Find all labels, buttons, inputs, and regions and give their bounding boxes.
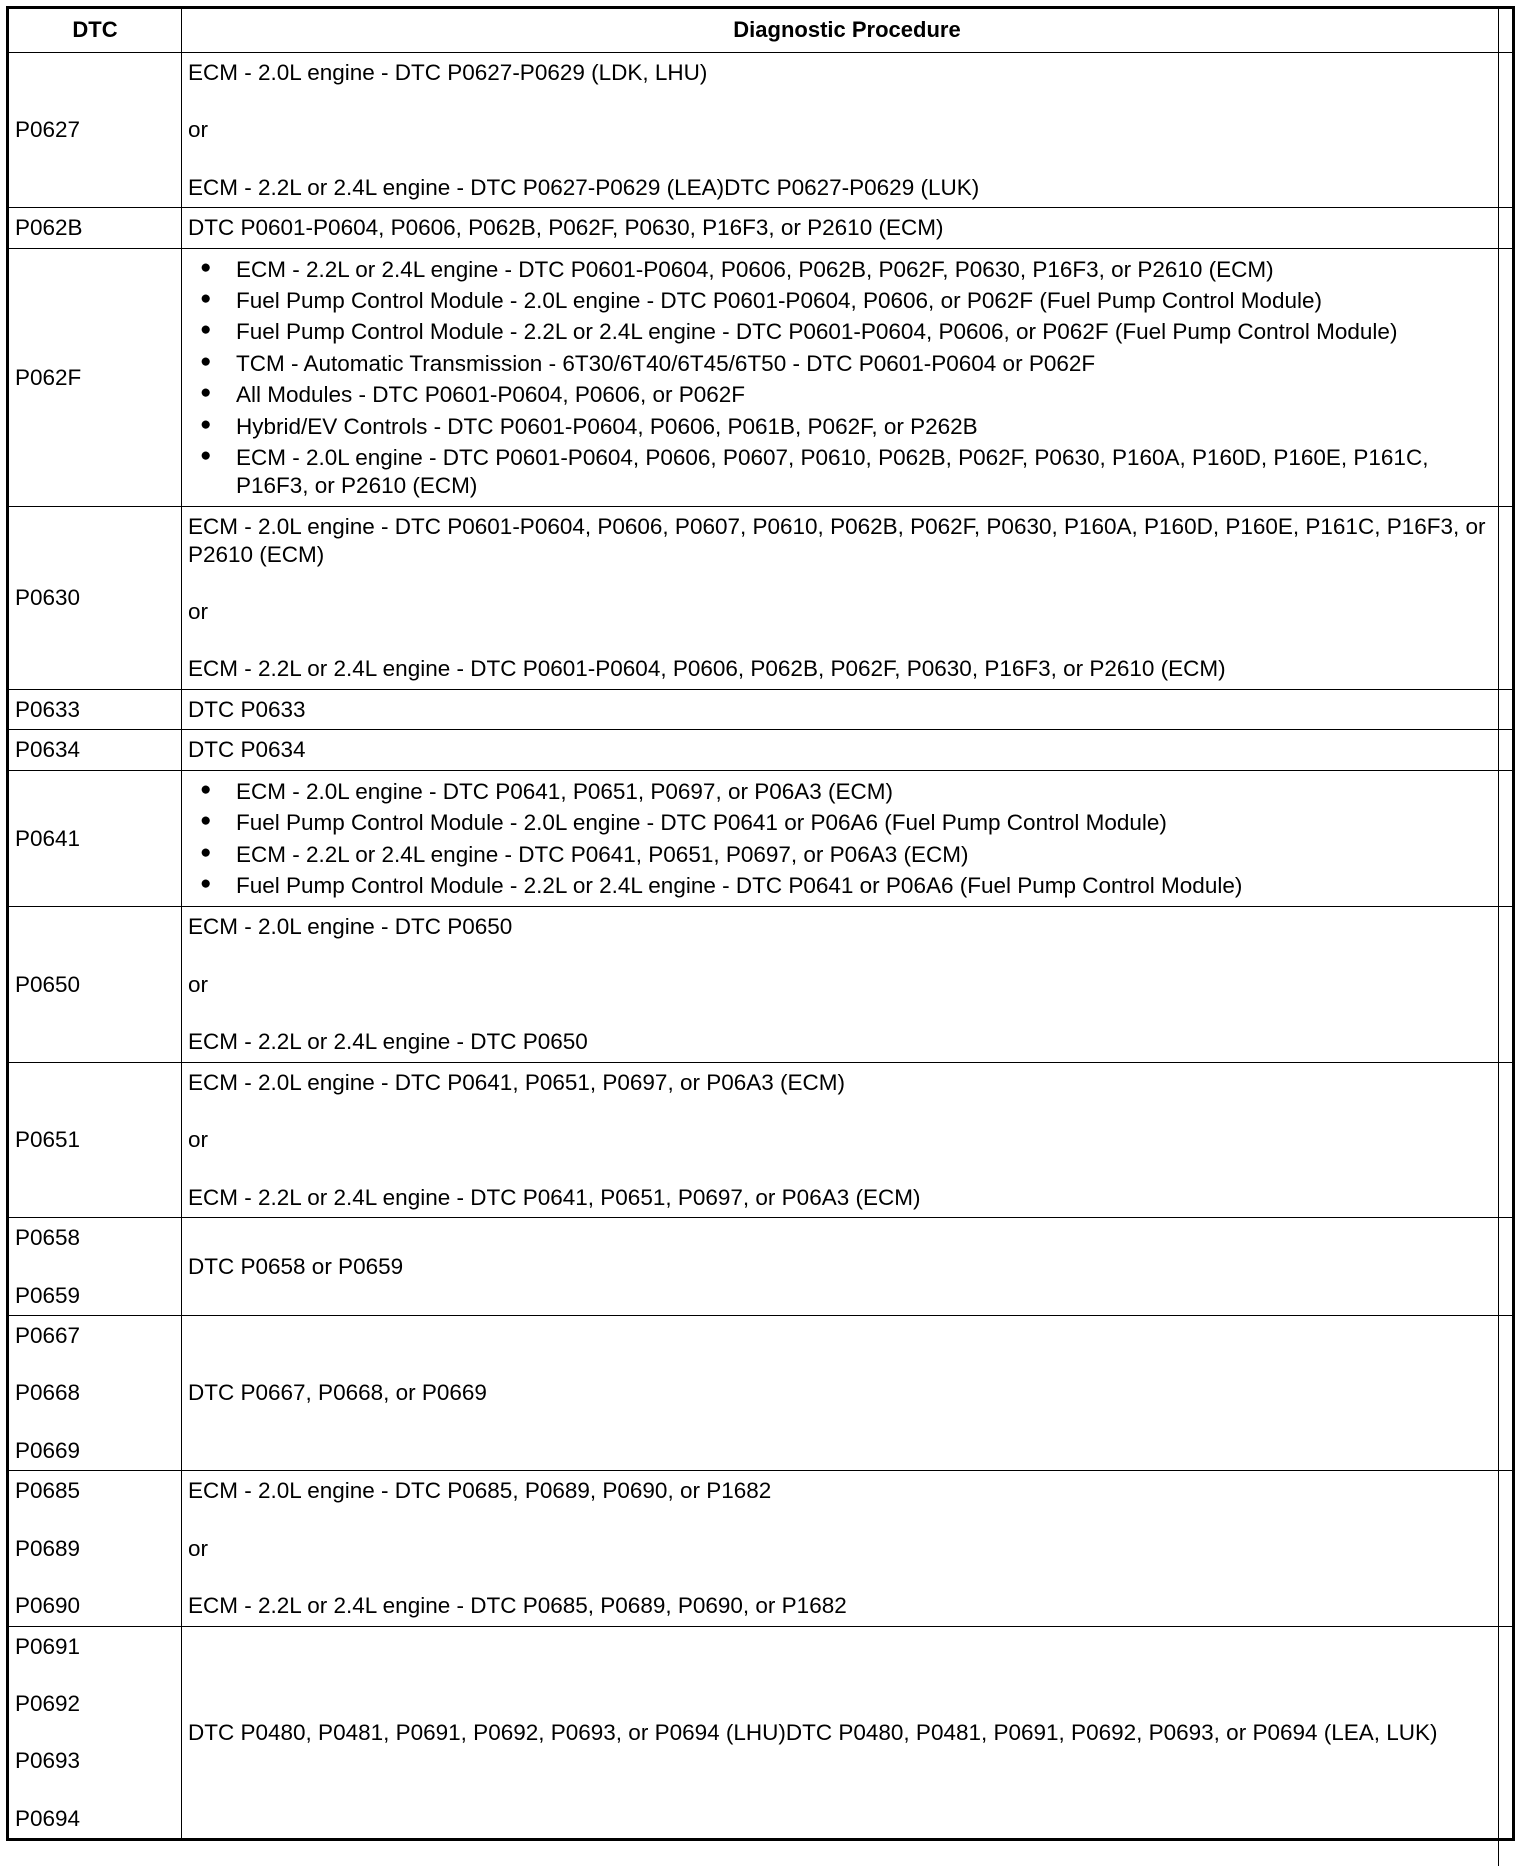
dtc-code: P0650 bbox=[15, 971, 81, 997]
dtc-cell bbox=[8, 1062, 182, 1217]
procedure-text: ECM - 2.2L or 2.4L engine - DTC P0601-P0604, P0606, P062B, P062F, P0630, P16F3, or P2610 (ECM) bbox=[188, 656, 1226, 682]
dtc-code: P0690 bbox=[15, 1593, 81, 1619]
procedure-cell bbox=[182, 1218, 1514, 1316]
procedure-bullet-item: ● ECM - 2.2L or 2.4L engine - DTC P0601-P0604, P0606, P062B, P062F, P0630, P16F3, or P2610 (ECM) bbox=[236, 256, 1498, 283]
dtc-cell bbox=[8, 689, 182, 729]
dtc-code: P0627 bbox=[15, 117, 81, 143]
table-row bbox=[8, 689, 1514, 729]
table-body bbox=[8, 52, 1514, 1840]
procedure-bullet-item: ● TCM - Automatic Transmission - 6T30/6T40/6T45/6T50 - DTC P0601-P0604 or P062F bbox=[236, 350, 1498, 377]
dtc-code: P0693 bbox=[15, 1748, 81, 1774]
procedure-or-separator: or bbox=[188, 598, 209, 624]
procedure-cell bbox=[182, 52, 1514, 207]
dtc-code: P0691 bbox=[15, 1633, 81, 1659]
procedure-cell bbox=[182, 248, 1514, 507]
dtc-cell bbox=[8, 1626, 182, 1840]
procedure-cell bbox=[182, 730, 1514, 770]
dtc-code: P0668 bbox=[15, 1380, 81, 1406]
procedure-or-separator: or bbox=[188, 971, 209, 997]
procedure-cell bbox=[182, 689, 1514, 729]
dtc-code: P0641 bbox=[15, 825, 81, 851]
dtc-cell bbox=[8, 1471, 182, 1626]
procedure-text: ECM - 2.0L engine - DTC P0641, P0651, P0697, or P06A3 (ECM) bbox=[188, 1069, 845, 1095]
table-row bbox=[8, 1315, 1514, 1470]
table-row bbox=[8, 1218, 1514, 1316]
procedure-text: ECM - 2.0L engine - DTC P0627-P0629 (LDK, LHU) bbox=[188, 59, 708, 85]
procedure-bullet-item: ● ECM - 2.0L engine - DTC P0641, P0651, P0697, or P06A3 (ECM) bbox=[236, 778, 1498, 805]
table-row bbox=[8, 1626, 1514, 1840]
dtc-cell bbox=[8, 52, 182, 207]
procedure-text: ECM - 2.2L or 2.4L engine - DTC P0685, P0689, P0690, or P1682 bbox=[188, 1593, 847, 1619]
dtc-code: P0634 bbox=[15, 737, 81, 763]
table-row bbox=[8, 248, 1514, 507]
dtc-code: P0669 bbox=[15, 1437, 81, 1463]
dtc-cell bbox=[8, 248, 182, 507]
dtc-code: P0685 bbox=[15, 1478, 81, 1504]
dtc-cell bbox=[8, 907, 182, 1062]
procedure-bullet-list bbox=[188, 256, 1498, 500]
procedure-text: DTC P0667, P0668, or P0669 bbox=[188, 1380, 487, 1406]
procedure-text: ECM - 2.0L engine - DTC P0685, P0689, P0690, or P1682 bbox=[188, 1478, 772, 1504]
dtc-cell bbox=[8, 770, 182, 907]
table-row bbox=[8, 730, 1514, 770]
procedure-cell bbox=[182, 1626, 1514, 1840]
procedure-bullet-item: ● Fuel Pump Control Module - 2.0L engine - DTC P0601-P0604, P0606, or P062F (Fuel Pump Control Module) bbox=[236, 287, 1498, 314]
dtc-code: P0633 bbox=[15, 696, 81, 722]
dtc-code: P0658 bbox=[15, 1225, 81, 1251]
procedure-text: ECM - 2.0L engine - DTC P0650 bbox=[188, 914, 513, 940]
dtc-cell bbox=[8, 730, 182, 770]
dtc-table bbox=[6, 6, 1515, 1841]
dtc-code: P0630 bbox=[15, 585, 81, 611]
right-border-rule bbox=[1498, 6, 1499, 1866]
dtc-code: P0651 bbox=[15, 1127, 81, 1153]
table-row bbox=[8, 1471, 1514, 1626]
procedure-cell bbox=[182, 907, 1514, 1062]
procedure-or-separator: or bbox=[188, 1127, 209, 1153]
procedure-text: DTC P0634 bbox=[188, 737, 306, 763]
dtc-code: P0667 bbox=[15, 1322, 81, 1348]
table-row bbox=[8, 52, 1514, 207]
procedure-bullet-item: ● ECM - 2.0L engine - DTC P0601-P0604, P0606, P0607, P0610, P062B, P062F, P0630, P160A, P160D, P160E, P161C, P16F3, or P2610 (ECM) bbox=[236, 444, 1498, 499]
procedure-bullet-item: ● All Modules - DTC P0601-P0604, P0606, or P062F bbox=[236, 381, 1498, 408]
dtc-code: P0659 bbox=[15, 1282, 81, 1308]
dtc-code: P0689 bbox=[15, 1535, 81, 1561]
procedure-text: ECM - 2.2L or 2.4L engine - DTC P0641, P0651, P0697, or P06A3 (ECM) bbox=[188, 1184, 921, 1210]
table-row bbox=[8, 907, 1514, 1062]
procedure-text: DTC P0633 bbox=[188, 696, 306, 722]
dtc-code: P0694 bbox=[15, 1805, 81, 1831]
dtc-cell bbox=[8, 507, 182, 690]
dtc-code: P062B bbox=[15, 215, 83, 241]
procedure-bullet-item: ● Fuel Pump Control Module - 2.0L engine - DTC P0641 or P06A6 (Fuel Pump Control Module) bbox=[236, 809, 1498, 836]
table-row bbox=[8, 770, 1514, 907]
dtc-cell bbox=[8, 1315, 182, 1470]
procedure-cell bbox=[182, 1471, 1514, 1626]
procedure-text: DTC P0480, P0481, P0691, P0692, P0693, or P0694 (LHU)DTC P0480, P0481, P0691, P0692, P0693, or P0694 (LEA, LUK) bbox=[188, 1719, 1438, 1745]
dtc-cell bbox=[8, 208, 182, 248]
procedure-bullet-list bbox=[188, 778, 1498, 900]
procedure-text: ECM - 2.2L or 2.4L engine - DTC P0627-P0629 (LEA)DTC P0627-P0629 (LUK) bbox=[188, 174, 980, 200]
procedure-text: DTC P0658 or P0659 bbox=[188, 1253, 404, 1279]
procedure-text: ECM - 2.2L or 2.4L engine - DTC P0650 bbox=[188, 1029, 588, 1055]
table-row bbox=[8, 208, 1514, 248]
procedure-bullet-item: ● Fuel Pump Control Module - 2.2L or 2.4L engine - DTC P0641 or P06A6 (Fuel Pump Control Module) bbox=[236, 872, 1498, 899]
procedure-bullet-item: ● ECM - 2.2L or 2.4L engine - DTC P0641, P0651, P0697, or P06A3 (ECM) bbox=[236, 841, 1498, 868]
procedure-or-separator: or bbox=[188, 1535, 209, 1561]
procedure-text: DTC P0601-P0604, P0606, P062B, P062F, P0630, P16F3, or P2610 (ECM) bbox=[188, 215, 944, 241]
table-row bbox=[8, 1062, 1514, 1217]
procedure-bullet-item: ● Fuel Pump Control Module - 2.2L or 2.4L engine - DTC P0601-P0604, P0606, or P062F (Fuel Pump Control Module) bbox=[236, 318, 1498, 345]
dtc-table-container bbox=[6, 6, 1512, 1841]
procedure-text: ECM - 2.0L engine - DTC P0601-P0604, P0606, P0607, P0610, P062B, P062F, P0630, P160A, P160D, P160E, P161C, P16F3, or P2610 (ECM) bbox=[188, 514, 1486, 567]
column-header-procedure: Diagnostic Procedure bbox=[182, 8, 1514, 53]
dtc-code: P062F bbox=[15, 364, 82, 390]
dtc-cell bbox=[8, 1218, 182, 1316]
procedure-cell bbox=[182, 507, 1514, 690]
table-row bbox=[8, 507, 1514, 690]
procedure-or-separator: or bbox=[188, 117, 209, 143]
table-header-row bbox=[8, 8, 1514, 53]
procedure-cell bbox=[182, 1062, 1514, 1217]
procedure-bullet-item: ● Hybrid/EV Controls - DTC P0601-P0604, P0606, P061B, P062F, or P262B bbox=[236, 413, 1498, 440]
column-header-dtc: DTC bbox=[8, 8, 182, 53]
procedure-cell bbox=[182, 1315, 1514, 1470]
procedure-cell bbox=[182, 770, 1514, 907]
procedure-cell bbox=[182, 208, 1514, 248]
dtc-code: P0692 bbox=[15, 1691, 81, 1717]
